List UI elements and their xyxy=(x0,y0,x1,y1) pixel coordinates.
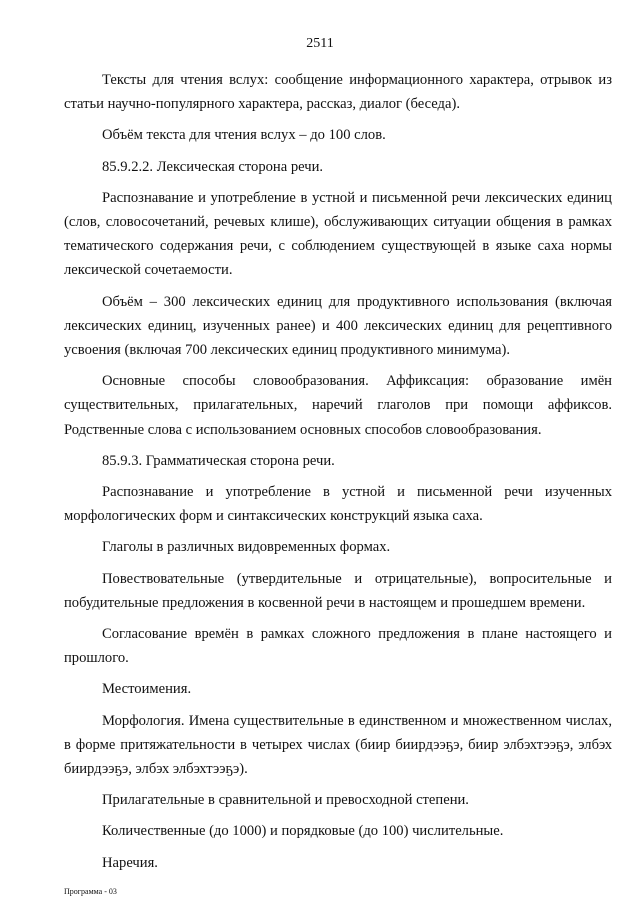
paragraph-reading-volume: Объём текста для чтения вслух – до 100 слов. xyxy=(102,127,386,144)
document-body xyxy=(64,68,612,882)
paragraph-adverbs: Наречия. xyxy=(102,854,158,871)
paragraph-sentences: Повествовательные (утвердительные и отрицательные), вопросительные и побудительные предложения в косвенной речи в настоящем и прошедшем времени. xyxy=(64,570,612,611)
paragraph-verbs: Глаголы в различных видовременных формах. xyxy=(102,539,391,556)
paragraph-lexical-units: Распознавание и употребление в устной и письменной речи лексических единиц (слов, словосочетаний, речевых клише), обслуживающих ситуации общения в рамках тематического содержания речи, с соблюдением существующей в языке саха нормы лексической сочетаемости. xyxy=(64,189,612,279)
paragraph-grammar-forms: Распознавание и употребление в устной и письменной речи изученных морфологических форм и синтаксических конструкций языка саха. xyxy=(64,484,612,525)
paragraph-tense-agreement: Согласование времён в рамках сложного предложения в плане настоящего и прошлого. xyxy=(64,626,612,667)
paragraph-pronouns: Местоимения. xyxy=(102,681,192,698)
paragraph-adjectives: Прилагательные в сравнительной и превосходной степени. xyxy=(102,792,469,809)
section-heading-grammar: 85.9.3. Грамматическая сторона речи. xyxy=(102,452,335,469)
footer-program-label: Программа - 03 xyxy=(64,887,117,896)
paragraph-morphology: Морфология. Имена существительные в единственном и множественном числах, в форме притяжательности в четырех числах (биир биирдээҕэ, биир элбэхтээҕэ, элбэх биирдээҕэ, элбэх элбэхтээҕэ). xyxy=(64,712,612,778)
paragraph-word-formation: Основные способы словообразования. Аффиксация: образование имён существительных, прилагательных, наречий глаголов при помощи аффиксов. Родственные слова с использованием основных способов словообразования. xyxy=(64,373,612,438)
paragraph-texts-for-reading: Тексты для чтения вслух: сообщение информационного характера, отрывок из статьи научно-популярного характера, рассказ, диалог (беседа). xyxy=(64,72,612,113)
paragraph-lexical-volume: Объём – 300 лексических единиц для продуктивного использования (включая лексических единиц, изученных ранее) и 400 лексических единиц для рецептивного усвоения (включая 700 лексических единиц продуктивного минимума). xyxy=(64,293,612,359)
paragraph-numerals: Количественные (до 1000) и порядковые (до 100) числительные. xyxy=(102,823,504,840)
page-number: 2511 xyxy=(306,36,334,51)
section-heading-lexical: 85.9.2.2. Лексическая сторона речи. xyxy=(102,158,324,175)
